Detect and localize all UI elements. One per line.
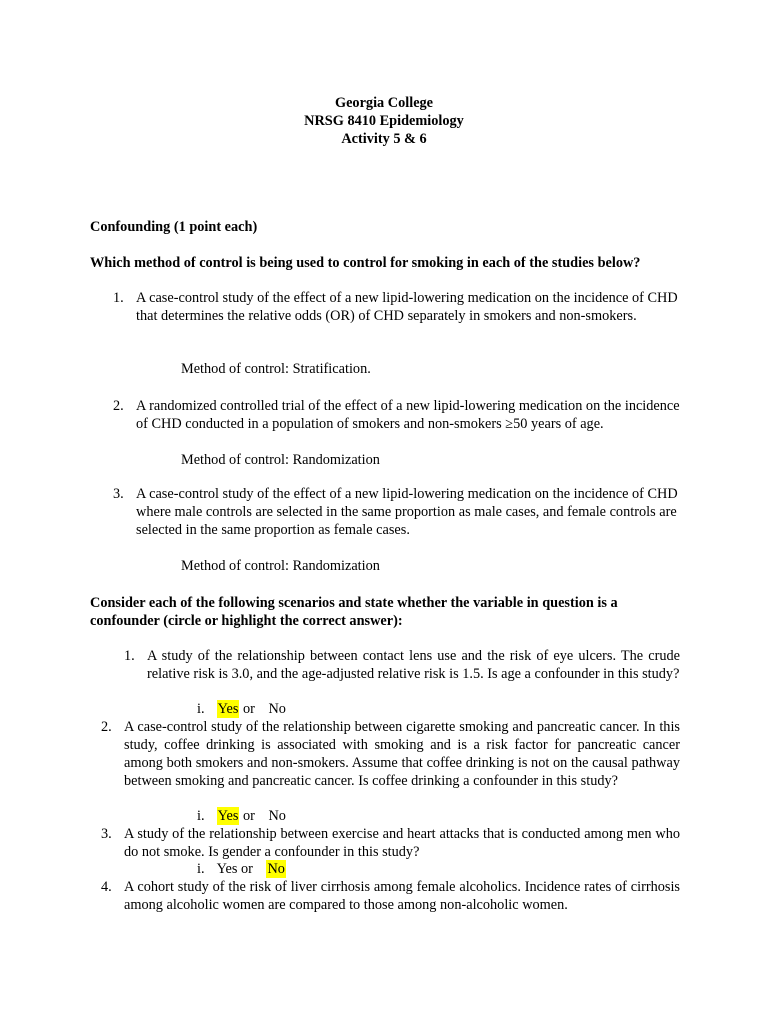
college-name: Georgia College bbox=[334, 95, 434, 111]
answer-row-3 bbox=[197, 860, 286, 878]
answer-or: or bbox=[240, 861, 253, 877]
course-title: NRSG 8410 Epidemiology bbox=[304, 113, 464, 129]
item-number: 2. bbox=[113, 398, 124, 414]
answer-no[interactable]: No bbox=[267, 861, 285, 877]
answer-yes[interactable]: Yes bbox=[217, 701, 239, 717]
method-of-control-3: Method of control: Randomization bbox=[181, 558, 380, 574]
method-of-control-2: Method of control: Randomization bbox=[181, 452, 380, 468]
item-text: A cohort study of the risk of liver cirrhosis among female alcoholics. Incidence rates of cirrhosis among alcoholic women are compared to those among non-alcoholic women. bbox=[124, 879, 680, 913]
section1-question: Which method of control is being used to control for smoking in each of the studies below? bbox=[90, 255, 641, 271]
answer-or: or bbox=[242, 808, 255, 824]
item-text: A study of the relationship between contact lens use and the risk of eye ulcers. The crude relative risk is 3.0, and the age-adjusted relative risk is 1.5. Is age a confounder in this study? bbox=[147, 648, 680, 682]
item-text: A case-control study of the relationship between cigarette smoking and pancreatic cancer. In this study, coffee drinking is associated with smoking and is a risk factor for pancreatic cancer among both smokers and non-smokers. Assume that coffee drinking is not on the causal pathway between smoking and pancreatic cancer. Is coffee drinking a confounder in this study? bbox=[124, 719, 680, 789]
item-number: 3. bbox=[113, 486, 124, 502]
answer-row-1 bbox=[197, 700, 286, 718]
item-number: 2. bbox=[101, 719, 112, 735]
answer-yes[interactable]: Yes bbox=[217, 808, 239, 824]
answer-no[interactable]: No bbox=[268, 808, 286, 824]
answer-yes[interactable]: Yes bbox=[216, 861, 238, 877]
answer-number: i. bbox=[197, 861, 205, 877]
item-text: A randomized controlled trial of the effect of a new lipid-lowering medication on the incidence of CHD conducted in a population of smokers and non-smokers ≥50 years of age. bbox=[136, 398, 680, 432]
method-of-control-1: Method of control: Stratification. bbox=[181, 361, 371, 377]
item-number: 1. bbox=[113, 290, 124, 306]
item-text: A study of the relationship between exercise and heart attacks that is conducted among men who do not smoke. Is gender a confounder in this study? bbox=[124, 826, 680, 860]
answer-row-2 bbox=[197, 807, 286, 825]
document-header bbox=[0, 94, 768, 148]
item-number: 1. bbox=[124, 648, 135, 664]
answer-number: i. bbox=[197, 808, 205, 824]
item-number: 3. bbox=[101, 826, 112, 842]
answer-number: i. bbox=[197, 701, 205, 717]
item-text: A case-control study of the effect of a new lipid-lowering medication on the incidence of CHD that determines the relative odds (OR) of CHD separately in smokers and non-smokers. bbox=[136, 290, 678, 324]
answer-no[interactable]: No bbox=[268, 701, 286, 717]
item-number: 4. bbox=[101, 879, 112, 895]
answer-or: or bbox=[242, 701, 255, 717]
section1-title: Confounding (1 point each) bbox=[90, 219, 258, 235]
activity-title: Activity 5 & 6 bbox=[341, 131, 427, 147]
item-text: A case-control study of the effect of a new lipid-lowering medication on the incidence of CHD where male controls are selected in the same proportion as male cases, and female controls are selected in the same proportion as female cases. bbox=[136, 486, 678, 538]
section2-title: Consider each of the following scenarios and state whether the variable in question is a confounder (circle or highlight the correct answer): bbox=[90, 595, 618, 629]
